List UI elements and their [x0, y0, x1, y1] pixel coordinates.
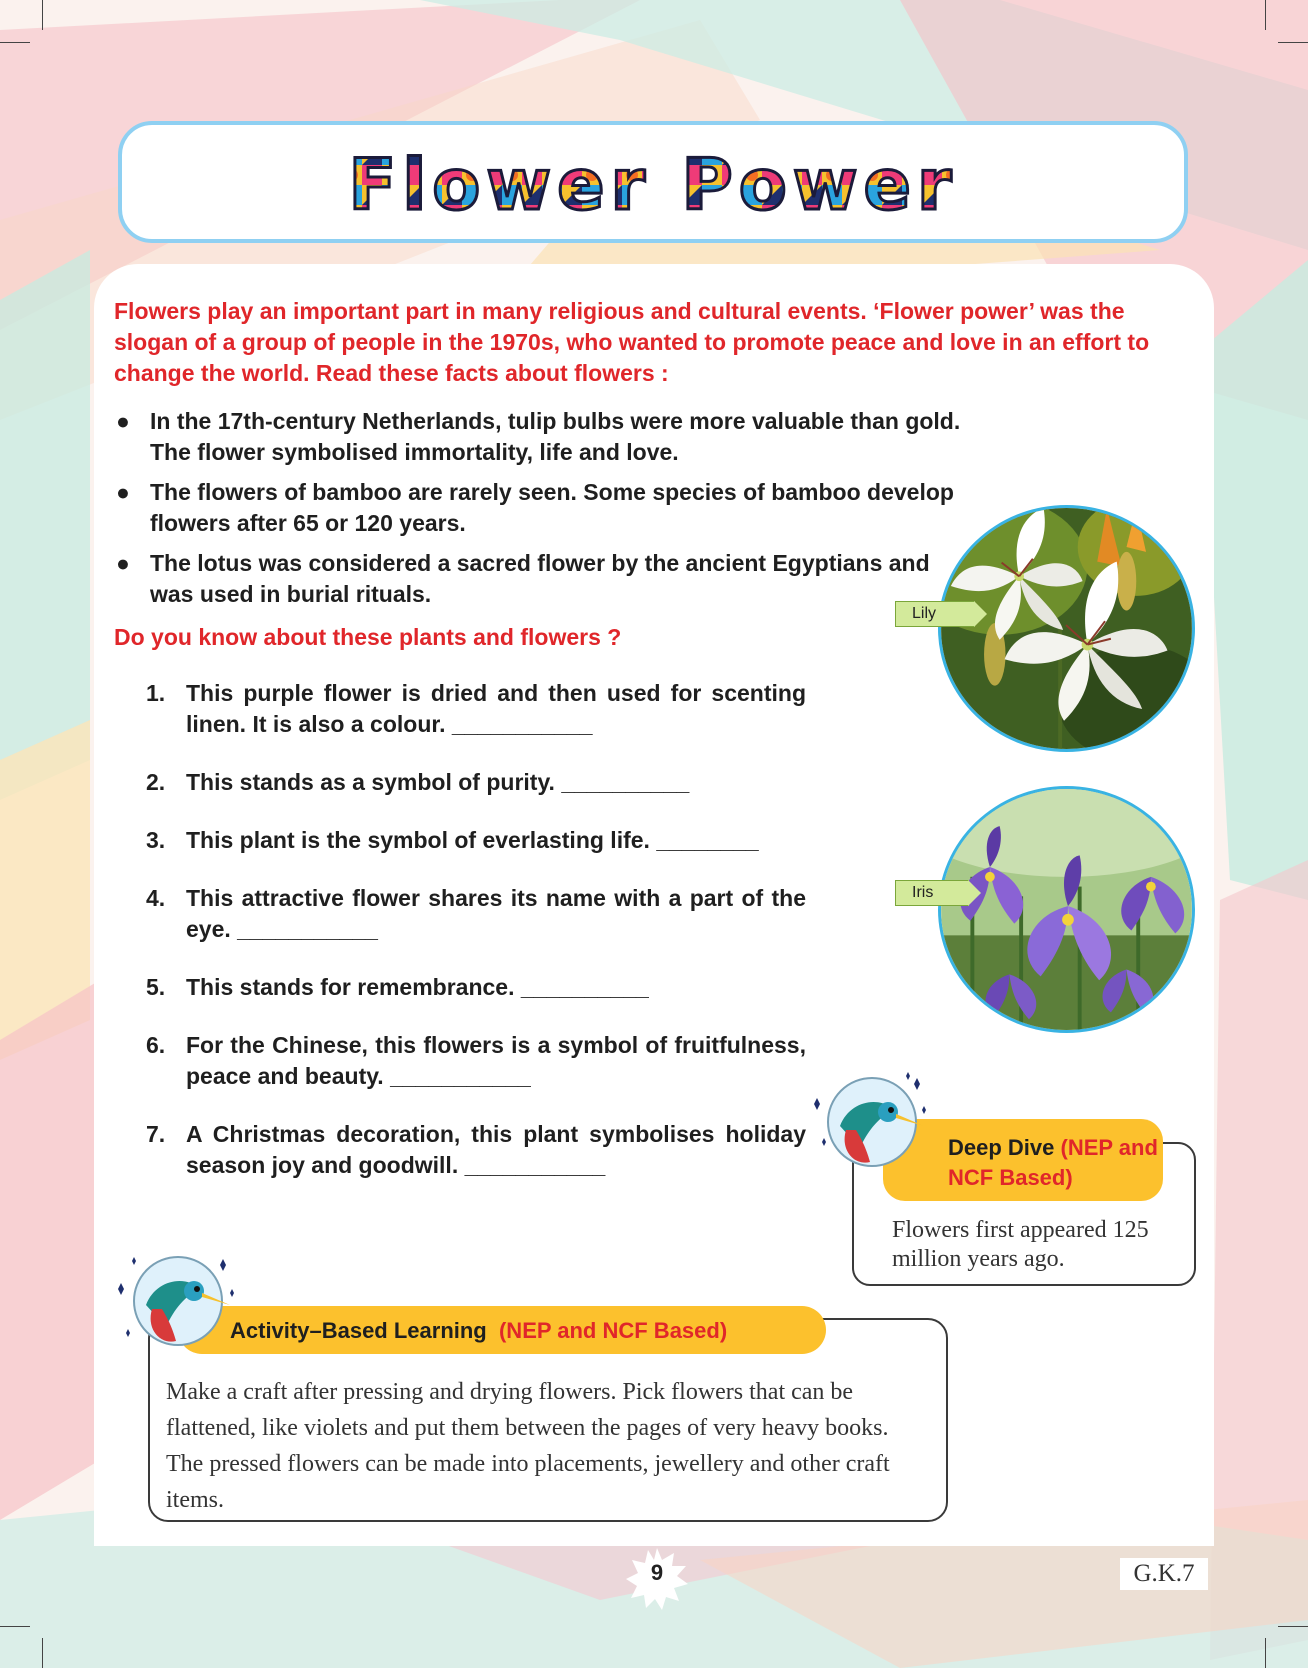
question-item — [146, 1030, 806, 1092]
iris-label: Iris — [895, 880, 969, 906]
fact-text: The flowers of bamboo are rarely seen. Some species of bamboo develop flowers after 65 or 120 years. — [150, 479, 954, 536]
activity-tag: (NEP and NCF Based) — [498, 1318, 728, 1343]
question-number: 7. — [146, 1121, 166, 1147]
question-text: This attractive flower shares its name with a part of the eye. ___________ — [186, 885, 806, 942]
question-text: This stands as a symbol of purity. __________ — [186, 769, 690, 795]
title-banner — [118, 121, 1188, 243]
fact-item — [114, 548, 974, 610]
question-heading: Do you know about these plants and flowers ? — [114, 624, 622, 650]
question-item — [146, 678, 806, 740]
crop-mark — [0, 1626, 30, 1627]
crop-mark — [1265, 0, 1266, 30]
question-number: 5. — [146, 974, 166, 1000]
question-text: For the Chinese, this flowers is a symbol of fruitfulness, peace and beauty. ___________ — [186, 1032, 806, 1089]
question-number: 6. — [146, 1032, 166, 1058]
question-number: 3. — [146, 827, 166, 853]
question-list — [146, 678, 806, 1208]
hummingbird-mascot-icon — [810, 1070, 934, 1180]
page-number: 9 — [650, 1560, 664, 1585]
hummingbird-mascot-icon — [112, 1249, 242, 1359]
question-text: This plant is the symbol of everlasting life. ________ — [186, 827, 759, 853]
deep-dive-text: Flowers first appeared 125 million years ago. — [892, 1217, 1149, 1272]
question-item — [146, 972, 806, 1003]
question-text: This stands for remembrance. __________ — [186, 974, 649, 1000]
question-number: 1. — [146, 680, 166, 706]
question-number: 4. — [146, 885, 166, 911]
question-text: A Christmas decoration, this plant symbolises holiday season joy and goodwill. ___________ — [186, 1121, 806, 1178]
question-item — [146, 767, 806, 798]
activity-title-text: Activity–Based Learning — [230, 1318, 487, 1343]
question-text: This purple flower is dried and then used for scenting linen. It is also a colour. ___________ — [186, 680, 806, 737]
book-code: G.K.7 — [1120, 1558, 1208, 1590]
crop-mark — [42, 0, 43, 30]
intro-paragraph: Flowers play an important part in many religious and cultural events. ‘Flower power’ was the slogan of a group of people in the 1970s, who wanted to promote peace and love in an effort to change the world. Read these facts about flowers : — [114, 298, 1150, 386]
facts-list — [114, 406, 974, 619]
iris-image — [938, 786, 1195, 1033]
fact-item — [114, 477, 974, 539]
title-graphic — [122, 125, 1184, 239]
page-title: Flower Power — [348, 144, 958, 226]
fact-item — [114, 406, 974, 468]
activity-text: Make a craft after pressing and drying flowers. Pick flowers that can be flattened, like violets and put them between the pages of very heavy books. The pressed flowers can be made into placements, jewellery and other craft items. — [166, 1379, 890, 1513]
crop-mark — [1265, 1638, 1266, 1668]
deep-dive-title-text: Deep Dive — [948, 1135, 1055, 1160]
question-number: 2. — [146, 769, 166, 795]
lily-illustration — [941, 508, 1192, 749]
fact-text: In the 17th-century Netherlands, tulip bulbs were more valuable than gold. The flower symbolised immortality, life and love. — [150, 408, 961, 465]
crop-mark — [1278, 1626, 1308, 1627]
lily-label: Lily — [895, 601, 975, 627]
fact-text: The lotus was considered a sacred flower by the ancient Egyptians and was used in burial rituals. — [150, 550, 930, 607]
deep-dive-tag: (NEP and NCF Based) — [948, 1135, 1158, 1190]
crop-mark — [1278, 42, 1308, 43]
question-item — [146, 825, 806, 856]
bullet-icon: ● — [116, 479, 130, 505]
question-item — [146, 883, 806, 945]
activity-title — [230, 1316, 727, 1346]
lily-image — [938, 505, 1195, 752]
crop-mark — [0, 42, 30, 43]
iris-illustration — [941, 789, 1192, 1030]
question-item — [146, 1119, 806, 1181]
deep-dive-title — [948, 1133, 1158, 1193]
bullet-icon: ● — [116, 550, 130, 576]
crop-mark — [42, 1638, 43, 1668]
bullet-icon: ● — [116, 408, 130, 434]
